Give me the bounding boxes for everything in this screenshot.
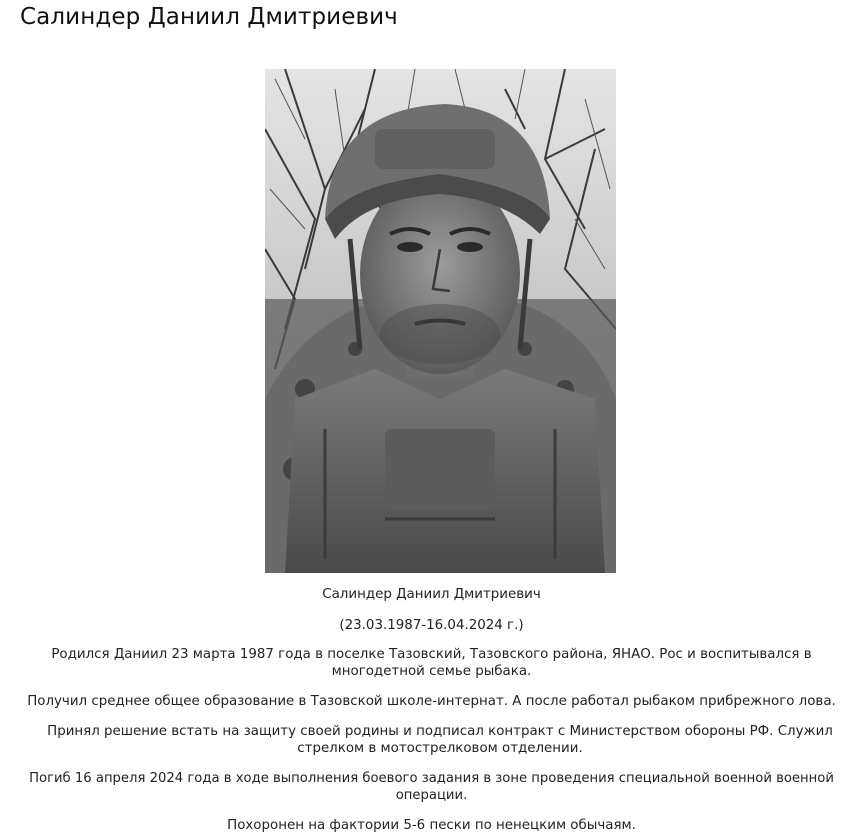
biography-paragraph: Погиб 16 апреля 2024 года в ходе выполнения боевого задания в зоне проведения специальной военной военной операции. bbox=[29, 771, 834, 803]
biography-paragraph: Похоронен на фактории 5-6 пески по ненецким обычаям. bbox=[227, 818, 636, 833]
portrait-photo bbox=[265, 69, 616, 573]
biography-paragraph: Родился Даниил 23 марта 1987 года в поселке Тазовский, Тазовского района, ЯНАО. Рос и воспитывался в многодетной семье рыбака. bbox=[51, 647, 812, 679]
article-content bbox=[0, 586, 863, 834]
page-title: Салиндер Даниил Дмитриевич bbox=[20, 4, 398, 30]
portrait-illustration bbox=[265, 69, 616, 573]
photo-caption-dates: (23.03.1987-16.04.2024 г.) bbox=[339, 618, 524, 633]
photo-caption-name: Салиндер Даниил Дмитриевич bbox=[322, 587, 541, 602]
biography-paragraph: Принял решение встать на защиту своей родины и подписал контракт с Министерством обороны РФ. Служил стрелком в мотострелковом отделении. bbox=[47, 724, 833, 756]
biography-paragraph: Получил среднее общее образование в Тазовской школе-интернат. А после работал рыбаком прибрежного лова. bbox=[27, 694, 836, 709]
